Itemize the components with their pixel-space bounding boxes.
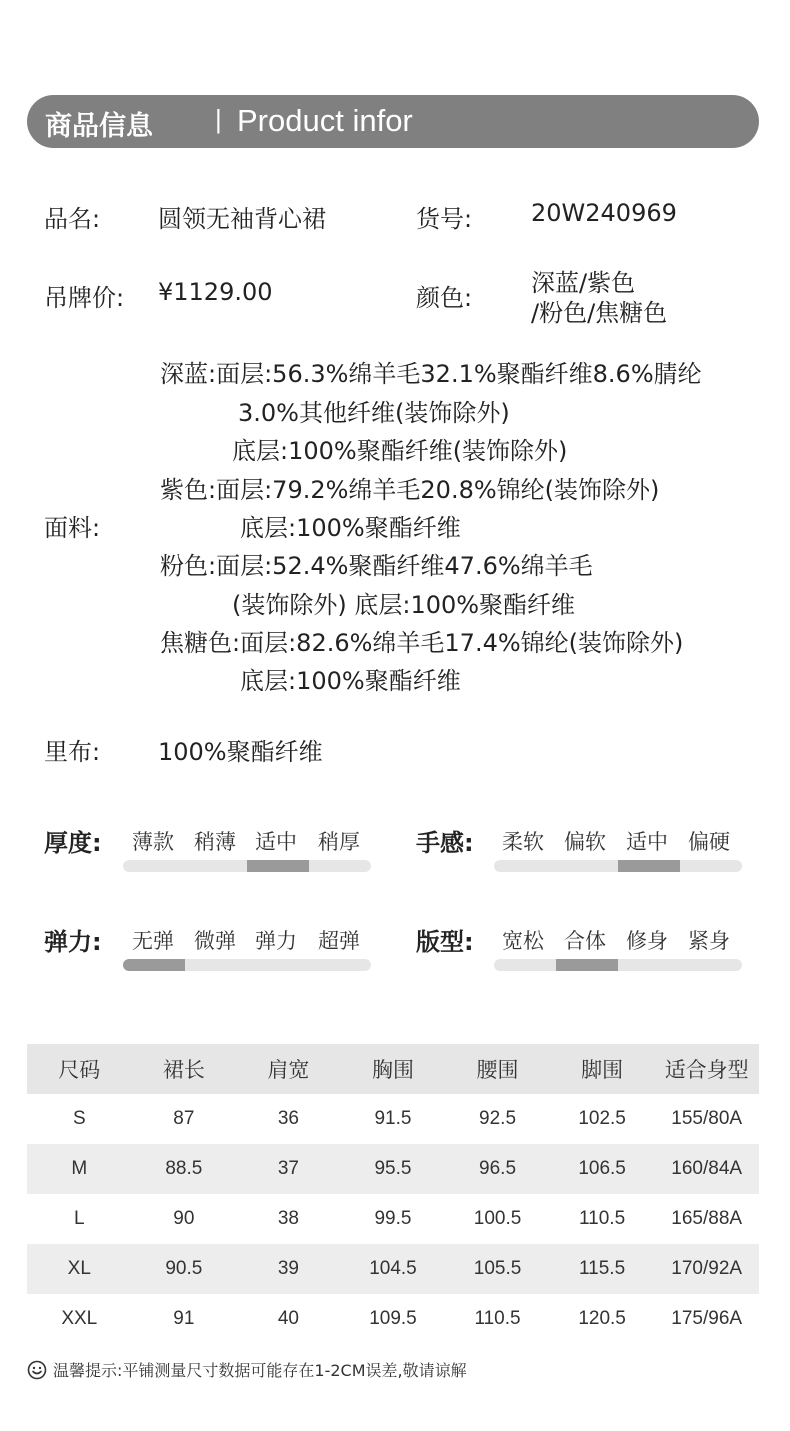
table-cell: 38 <box>277 1208 299 1229</box>
section-title-cn: 商品信息 <box>45 111 153 142</box>
header-cell: 胸围 <box>341 1044 446 1094</box>
smiley-icon <box>27 1360 47 1380</box>
name-value: 圆领无袖背心裙 <box>158 205 326 233</box>
feel-scale-track <box>494 860 742 872</box>
feel-option: 偏软 <box>564 830 606 854</box>
fabric-line: 深蓝:面层:56.3%绵羊毛32.1%聚酯纤维8.6%腈纶 <box>160 360 702 388</box>
size-table <box>27 1044 759 1344</box>
fabric-label: 面料: <box>44 514 101 542</box>
table-cell: 165/88A <box>671 1208 743 1229</box>
table-cell: 40 <box>277 1308 299 1329</box>
name-label: 品名: <box>44 205 101 233</box>
color-value-line1: 深蓝/紫色 <box>531 269 636 297</box>
header-cell: 腰围 <box>445 1044 550 1094</box>
feel-option: 柔软 <box>502 830 544 854</box>
tip-note <box>27 1358 467 1381</box>
table-cell: 105.5 <box>445 1244 550 1294</box>
table-cell: 37 <box>236 1144 341 1194</box>
table-row <box>27 1144 759 1194</box>
fabric-line: 底层:100%聚酯纤维 <box>240 667 461 695</box>
fit-option: 紧身 <box>688 929 730 953</box>
lining-value: 100%聚酯纤维 <box>158 738 323 766</box>
table-row <box>27 1194 759 1244</box>
thickness-scale-track <box>123 860 371 872</box>
elasticity-scale-track <box>123 959 371 971</box>
fit-option: 合体 <box>564 929 606 953</box>
header-cell: 脚围 <box>550 1044 655 1094</box>
table-row <box>27 1294 759 1344</box>
feel-option: 适中 <box>626 830 668 854</box>
color-label: 颜色: <box>416 284 473 312</box>
fit-scale-track <box>494 959 742 971</box>
table-cell: 106.5 <box>550 1144 655 1194</box>
feel-scale-fill <box>618 860 680 872</box>
table-cell: 91.5 <box>374 1108 412 1129</box>
elasticity-option: 弹力 <box>255 929 297 953</box>
table-cell: 115.5 <box>550 1244 655 1294</box>
elasticity-option: 超弹 <box>318 929 360 953</box>
section-header-bar <box>27 95 759 148</box>
thickness-label: 厚度: <box>44 829 102 857</box>
thickness-scale-fill <box>247 860 309 872</box>
table-cell: 87 <box>173 1108 195 1129</box>
header-cell: 肩宽 <box>236 1044 341 1094</box>
fabric-line: (装饰除外) 底层:100%聚酯纤维 <box>232 591 576 619</box>
table-cell: 96.5 <box>445 1144 550 1194</box>
table-cell: M <box>27 1144 132 1194</box>
feel-option: 偏硬 <box>688 830 730 854</box>
fabric-line: 焦糖色:面层:82.6%绵羊毛17.4%锦纶(装饰除外) <box>160 629 684 657</box>
table-row <box>27 1244 759 1294</box>
size-table-header-row <box>27 1044 759 1094</box>
feel-label: 手感: <box>416 829 474 857</box>
table-cell: 88.5 <box>132 1144 237 1194</box>
table-cell: 92.5 <box>479 1108 517 1129</box>
header-cell: 尺码 <box>27 1044 132 1094</box>
section-title-en: Product infor <box>237 103 413 138</box>
table-cell: 175/96A <box>671 1308 743 1329</box>
elasticity-option: 微弹 <box>194 929 236 953</box>
fit-option: 修身 <box>626 929 668 953</box>
table-cell: XXL <box>61 1308 98 1329</box>
elasticity-scale-fill <box>123 959 185 971</box>
table-cell: 160/84A <box>654 1144 759 1194</box>
table-cell: 104.5 <box>341 1244 446 1294</box>
fit-label: 版型: <box>416 928 474 956</box>
table-cell: 99.5 <box>374 1208 412 1229</box>
table-cell: 102.5 <box>578 1108 626 1129</box>
header-cell: 适合身型 <box>654 1044 759 1094</box>
table-cell: 95.5 <box>341 1144 446 1194</box>
fabric-line: 底层:100%聚酯纤维 <box>240 514 461 542</box>
table-row <box>27 1094 759 1144</box>
elasticity-option: 无弹 <box>132 929 174 953</box>
table-cell: 155/80A <box>671 1108 743 1129</box>
sku-label: 货号: <box>416 205 473 233</box>
fabric-line: 3.0%其他纤维(装饰除外) <box>238 399 510 427</box>
elasticity-label: 弹力: <box>44 928 102 956</box>
color-value-line2: /粉色/焦糖色 <box>531 299 668 327</box>
table-cell: 100.5 <box>473 1208 522 1229</box>
price-value: ¥1129.00 <box>158 278 273 306</box>
fabric-line: 紫色:面层:79.2%绵羊毛20.8%锦纶(装饰除外) <box>160 476 660 504</box>
table-cell: 91 <box>173 1308 195 1329</box>
table-cell: 90 <box>173 1208 195 1229</box>
sku-value: 20W240969 <box>531 199 677 227</box>
table-cell: XL <box>27 1244 132 1294</box>
table-cell: 90.5 <box>132 1244 237 1294</box>
price-label: 吊牌价: <box>44 284 125 312</box>
header-cell: 裙长 <box>132 1044 237 1094</box>
table-cell: 120.5 <box>578 1308 626 1329</box>
table-cell: L <box>73 1208 85 1229</box>
fabric-line: 粉色:面层:52.4%聚酯纤维47.6%绵羊毛 <box>160 552 593 580</box>
table-cell: 109.5 <box>369 1308 417 1329</box>
table-cell: 110.5 <box>474 1308 521 1329</box>
thickness-option: 适中 <box>255 830 297 854</box>
thickness-option: 稍厚 <box>318 830 360 854</box>
thickness-option: 稍薄 <box>194 830 236 854</box>
table-cell: 110.5 <box>579 1208 626 1229</box>
title-separator: | <box>215 104 222 134</box>
table-cell: 36 <box>277 1108 299 1129</box>
thickness-option: 薄款 <box>132 830 174 854</box>
table-cell: 170/92A <box>654 1244 759 1294</box>
lining-label: 里布: <box>44 738 101 766</box>
table-cell: 39 <box>236 1244 341 1294</box>
fabric-line: 底层:100%聚酯纤维(装饰除外) <box>232 437 568 465</box>
fit-scale-fill <box>556 959 618 971</box>
tip-text: 温馨提示:平铺测量尺寸数据可能存在1-2CM误差,敬请谅解 <box>53 1361 467 1380</box>
table-cell: S <box>72 1108 86 1129</box>
fit-option: 宽松 <box>502 929 544 953</box>
